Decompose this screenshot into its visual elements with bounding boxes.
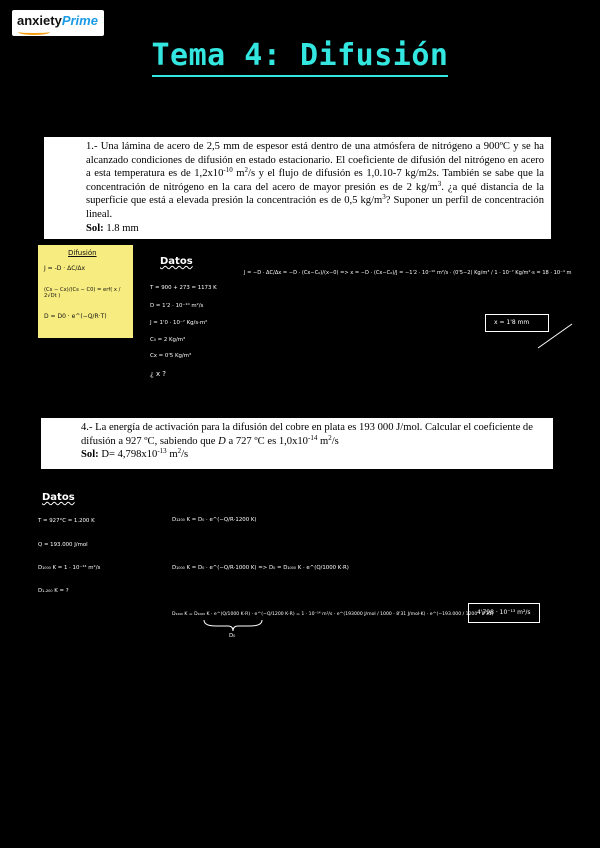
hand1-data-c0: C₀ = 2 Kg/m³ <box>150 337 186 343</box>
problem-4-solution-label: Sol: <box>81 449 99 461</box>
note-arrhenius-formula: D = D0 · e^(−Q/R·T) <box>44 313 107 320</box>
logo-word-prime: Prime <box>61 13 98 28</box>
hand2-equation-3: D₁₂₀₀ K = D₁₀₀₀ K · e^(Q/1000 K·R) · e^(−Q/1200 K·R) = 1 · 10⁻¹⁴ m²/s · e^(193000 J/mol / 1000 · 8'31 J/mol·K) · e^(−193.000 / 1200 · 8'31) <box>172 612 494 617</box>
formula-sticky-note <box>38 245 133 338</box>
hand2-data-d1000: D₁₀₀₀ K = 1 · 10⁻¹⁴ m²/s <box>38 565 101 571</box>
note-erf-formula: (Cs − Cx)/(Cs − C0) = erf( x / 2√Dt ) <box>44 287 121 299</box>
problem-4-card <box>41 418 553 469</box>
logo-smile-icon <box>18 29 50 35</box>
hand1-equation: J = −D · ΔC/Δx = −D · (Cx−C₀)/(x−0) => x = −D · (Cx−C₀)/J = −1'2 · 10⁻¹⁰ m²/s · (0'5−2) Kg/m³ / 1 · 10⁻⁷ Kg/m²·s = 18 · 10⁻⁴ m <box>244 270 572 276</box>
hand1-data-flux: J = 1'0 · 10⁻⁷ Kg/s·m² <box>150 320 208 326</box>
hand1-data-temperature: T = 900 + 273 = 1173 K <box>150 285 217 291</box>
hand2-brace-icon <box>202 618 264 632</box>
problem-1-statement: 1.- Una lámina de acero de 2,5 mm de espesor está dentro de una atmósfera de nitrógeno a 900ºC y se ha alcanzado condiciones de difusión en estado estacionario. El coeficiente de difusión del nitrógeno en acero a esta temperatura es de $1,2x10^{-10}$ $m^2/s$ y el flujo de difusión es 1,0.10-7 kg/m2s. También se sabe que la concentración de nitrógeno en la cara del acero de mayor presión es de 2 $kg/m^3$. ¿a qué distancia de la superficie que está a elevada presión la concentración es de 0,5 $kg/m^3$? Suponer un perfil de concentración lineal. Sol: 1.8 mm <box>86 141 544 234</box>
hand2-data-temperature: T = 927°C = 1.200 K <box>38 518 95 524</box>
hand2-result: 4'798 · 10⁻¹³ m²/s <box>477 609 531 616</box>
hand1-result-arrow-icon <box>536 322 576 352</box>
problem-1-card <box>44 137 551 239</box>
hand2-equation-1: D₁₂₀₀ K = D₀ · e^(−Q/R·1200 K) <box>172 517 257 523</box>
problem-1-solution-label: Sol: <box>86 222 104 234</box>
hand1-unknown: ¿ x ? <box>150 370 167 378</box>
problem-1-solution: 1.8 mm <box>103 222 139 234</box>
hand1-result: x = 1'8 mm <box>494 319 530 326</box>
hand2-equation-2: D₁₀₀₀ K = D₀ · e^(−Q/R·1000 K) => D₀ = D₁₀₀₀ K · e^(Q/1000 K·R) <box>172 565 349 571</box>
hand2-data-activation-energy: Q = 193.000 J/mol <box>38 542 88 548</box>
anxiety-prime-logo <box>12 10 104 36</box>
logo-word-anxiety: anxiety <box>17 13 62 28</box>
hand2-result-box <box>468 603 540 623</box>
hand2-data-d1200: D₁.₂₀₀ K = ? <box>38 588 69 594</box>
note-flux-formula: J = -D · ΔC/Δx <box>44 265 86 272</box>
note-title: Difusión <box>68 249 97 257</box>
hand2-datos-heading: Datos <box>42 492 75 503</box>
hand1-data-cx: Cx = 0'5 Kg/m³ <box>150 353 192 359</box>
title-underline <box>152 75 448 77</box>
hand1-data-diffusion-coef: D = 1'2 · 10⁻¹⁰ m²/s <box>150 303 204 309</box>
problem-4-solution: D= 4,798x10 <box>98 449 158 461</box>
problem-4-statement: 4.- La energía de activación para la difusión del cobre en plata es 193 000 J/mol. Calcular el coeficiente de difusión a 927 ºC, sabiendo que D a 727 ºC es $1,0x10^{-14}$ $m^2/s$ Sol: $D= 4,798x10^{-13}$ $m^2/s$ <box>81 422 533 461</box>
page-title: Tema 4: Difusión <box>151 38 449 73</box>
hand1-datos-heading: Datos <box>160 256 193 267</box>
hand2-brace-label: D₀ <box>229 633 236 639</box>
